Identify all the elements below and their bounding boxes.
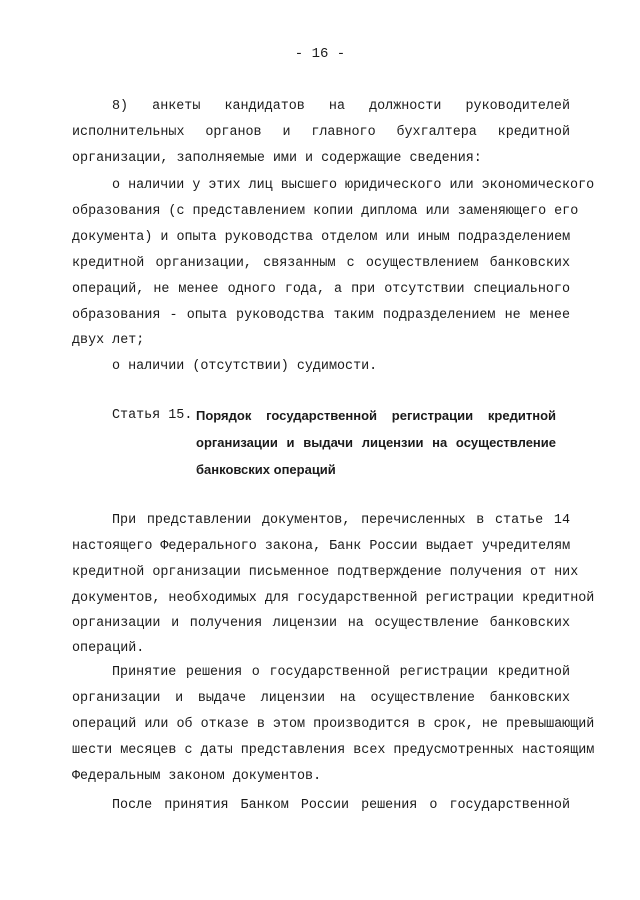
- paragraph2-line-2: организации и выдаче лицензии на осуществление банковских: [72, 691, 570, 706]
- article-title-line-2: организации и выдачи лицензии на осуществление: [196, 435, 556, 450]
- paragraph1-line-4: документов, необходимых для государственной регистрации кредитной: [72, 591, 595, 606]
- paragraph2-line-4: шести месяцев с даты представления всех предусмотренных настоящим: [72, 743, 595, 758]
- paragraph2-line-1: Принятие решения о государственной регистрации кредитной: [112, 665, 570, 680]
- education-line-2: образования (с представлением копии диплома или заменяющего его: [72, 204, 579, 219]
- item8-line-3: организации, заполняемые ими и содержащие сведения:: [72, 151, 482, 166]
- paragraph1-line-3: кредитной организации письменное подтверждение получения от них: [72, 565, 579, 580]
- item8-line-2: исполнительных органов и главного бухгалтера кредитной: [72, 125, 570, 140]
- article-title-line-1: Порядок государственной регистрации кредитной: [196, 408, 556, 423]
- education-line-4: кредитной организации, связанным с осуществлением банковских: [72, 256, 570, 271]
- paragraph3-line-1: После принятия Банком России решения о государственной: [112, 798, 570, 813]
- article-label: Статья 15.: [112, 408, 193, 423]
- item8-line-1: 8) анкеты кандидатов на должности руководителей: [112, 99, 570, 114]
- page-number: - 16 -: [294, 46, 346, 62]
- education-line-3: документа) и опыта руководства отделом или иным подразделением: [72, 230, 571, 245]
- paragraph2-line-3: операций или об отказе в этом производится в срок, не превышающий: [72, 717, 595, 732]
- education-line-1: о наличии у этих лиц высшего юридического или экономического: [112, 178, 595, 193]
- article-title-line-3: банковских операций: [196, 462, 336, 477]
- education-line-5: операций, не менее одного года, а при отсутствии специального: [72, 282, 570, 297]
- paragraph1-line-6: операций.: [72, 641, 145, 656]
- education-line-6: образования - опыта руководства таким подразделением не менее: [72, 308, 570, 323]
- criminal-record-line: о наличии (отсутствии) судимости.: [112, 359, 378, 374]
- paragraph1-line-5: организации и получения лицензии на осуществление банковских: [72, 616, 570, 631]
- education-line-7: двух лет;: [72, 333, 145, 348]
- paragraph1-line-1: При представлении документов, перечисленных в статье 14: [112, 513, 570, 528]
- paragraph2-line-5: Федеральным законом документов.: [72, 769, 322, 784]
- paragraph1-line-2: настоящего Федерального закона, Банк России выдает учредителям: [72, 539, 571, 554]
